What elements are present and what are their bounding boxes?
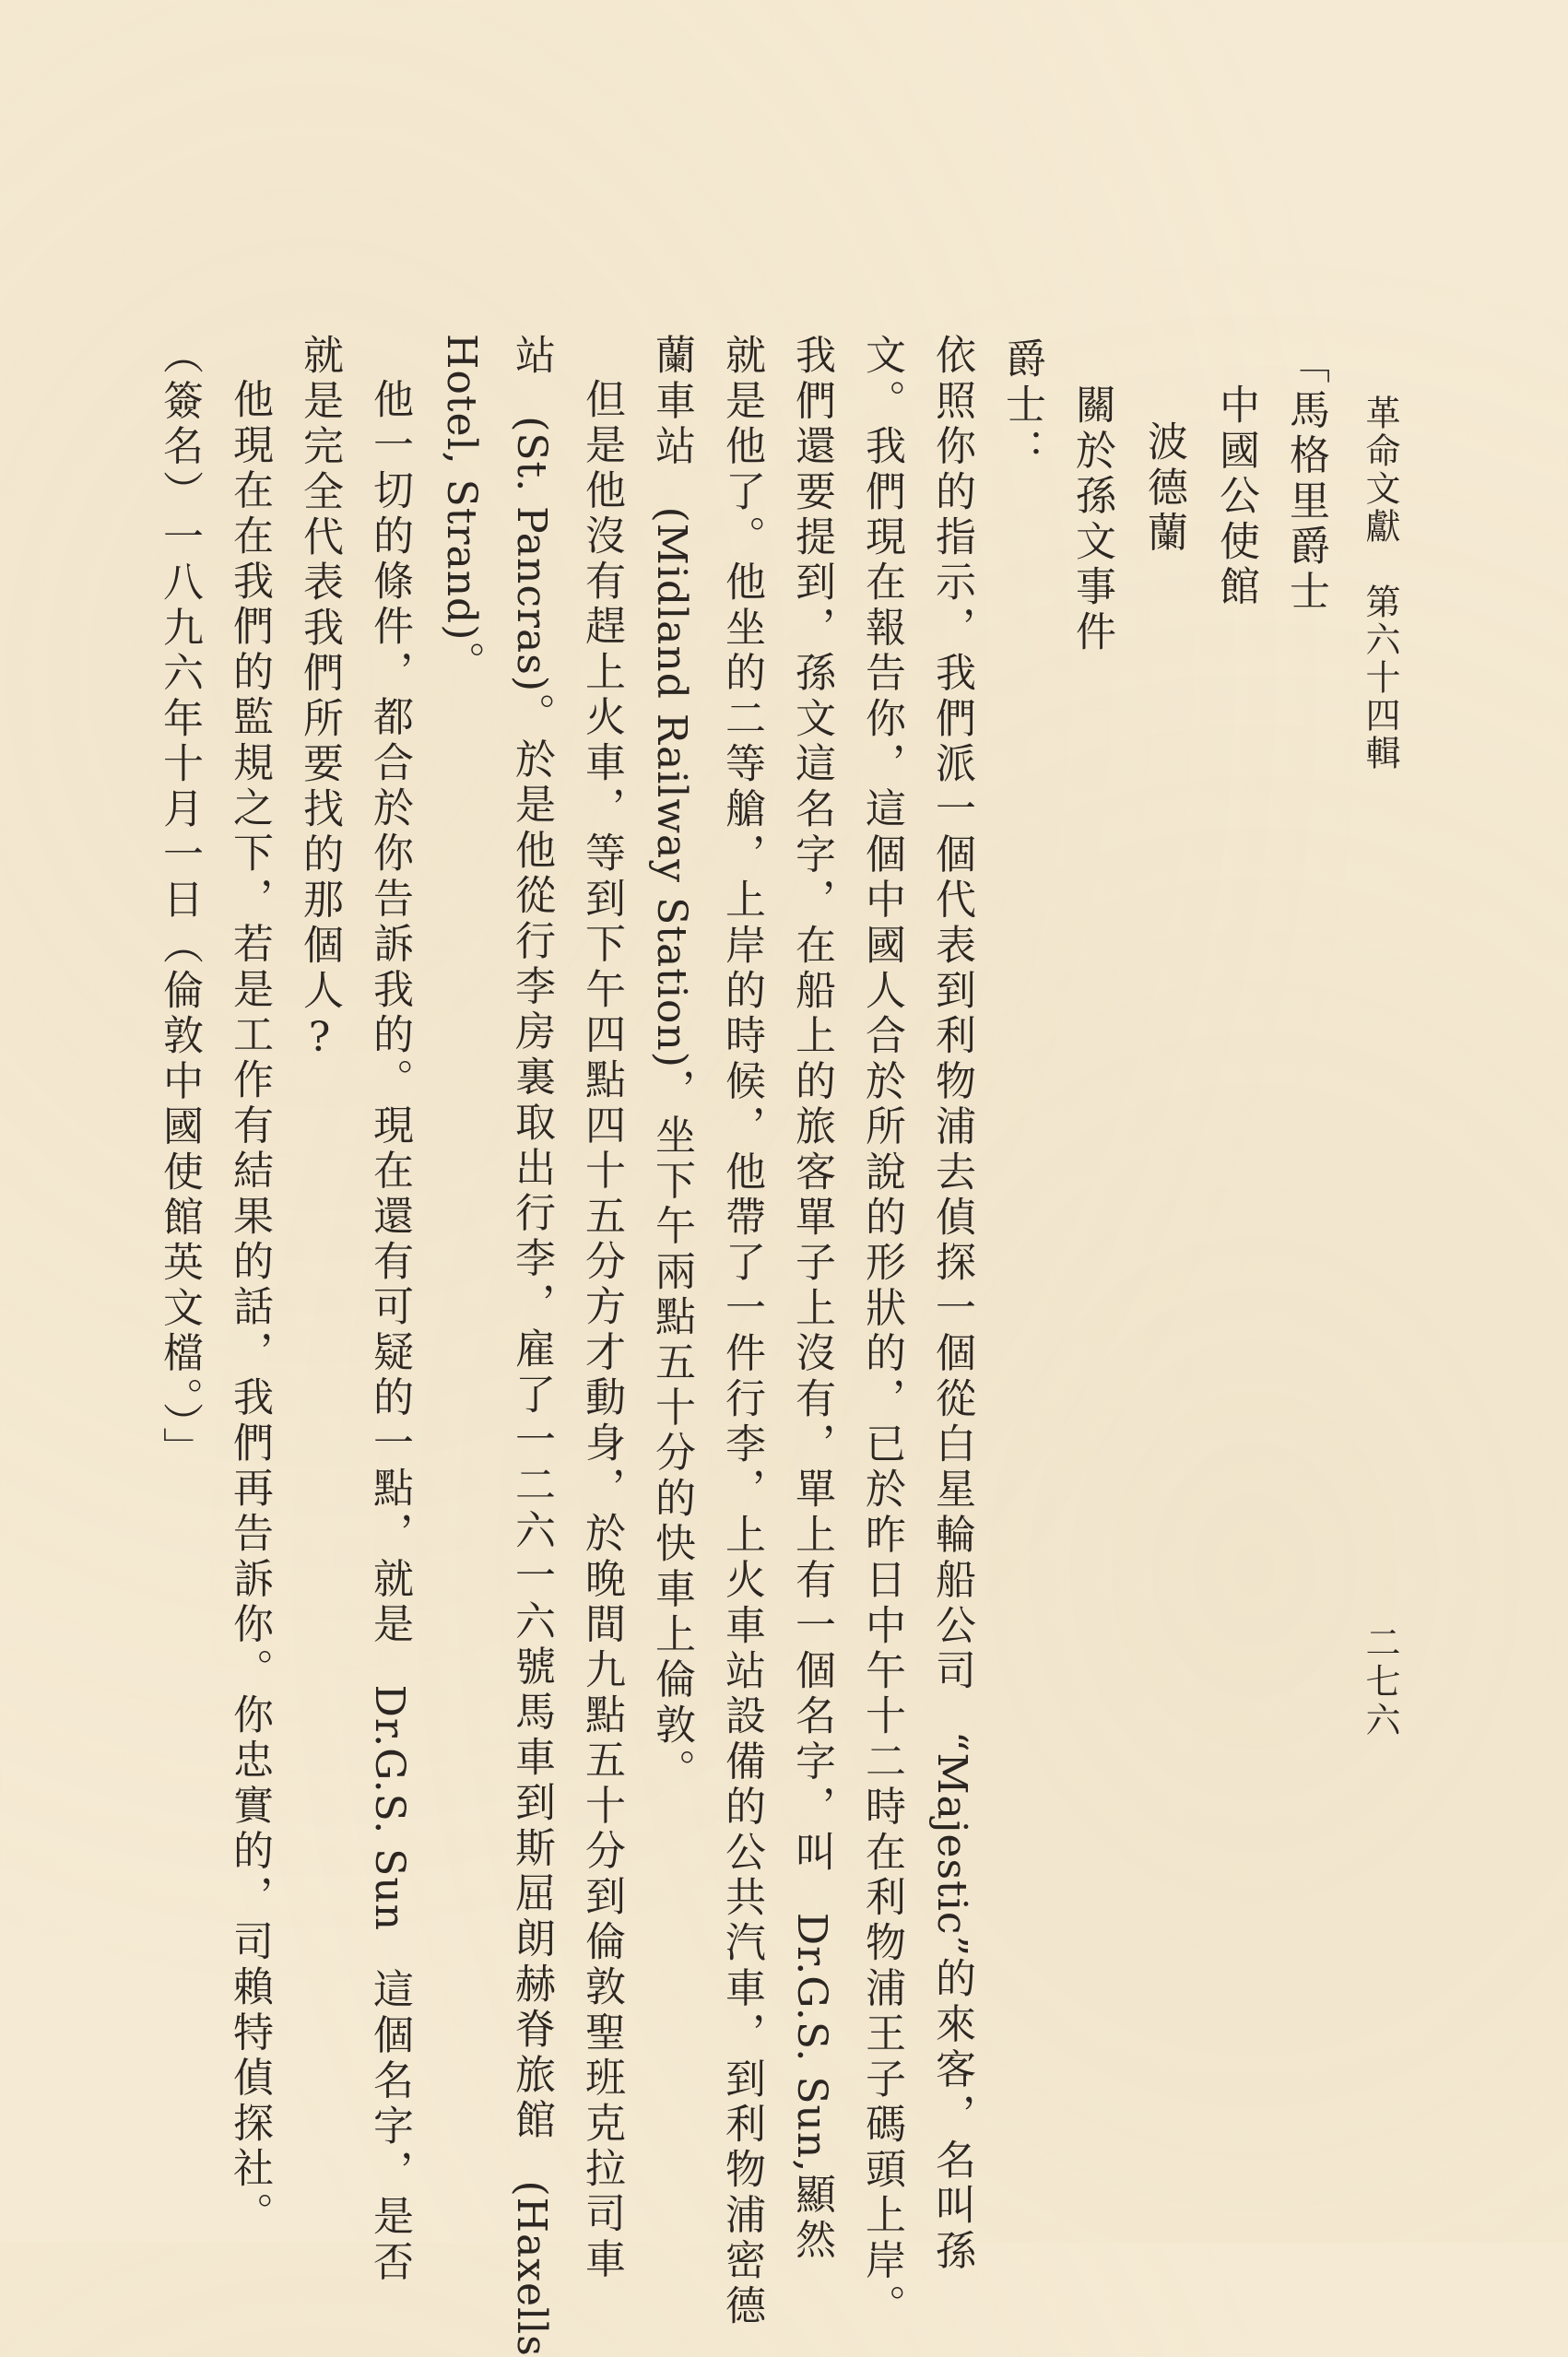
body-text: 他一切的條件，都合於你告訴我的。現在還有可疑的一點，就是 xyxy=(366,378,413,1648)
body-text: 。 xyxy=(438,641,485,687)
body-text: 站 xyxy=(508,334,555,380)
body-text: 蘭車站 xyxy=(648,334,695,470)
body-latin-text: Dr.G.S. Sun xyxy=(366,1684,413,1932)
body-latin-text: (Midland Railway Station) xyxy=(648,506,695,1068)
address-line-legation: 中國公使館 xyxy=(1212,383,1259,610)
body-text: ，坐下午兩點五十分的快車上倫敦。 xyxy=(648,1067,695,1795)
body-text: 這個名字，是否 xyxy=(366,1968,413,2286)
address-line-recipient: 「馬格里爵士 xyxy=(1282,343,1329,616)
body-column: 就是他了。他坐的二等艙，上岸的時候，他帶了一件行李，上火車站設備的公共汽車，到利物浦密德 xyxy=(718,334,765,2329)
body-latin-text: “Majestic” xyxy=(928,1731,975,1957)
body-column xyxy=(366,378,413,2286)
body-text: 依照你的指示，我們派一個代表到利物浦去偵探一個從白星輪船公司 xyxy=(928,334,975,1694)
body-latin-text: (St. Pancras) xyxy=(508,416,555,693)
running-title: 革命文獻 第六十四輯 xyxy=(1360,395,1400,772)
body-text: 。於是他從行李房裏取出行李，雇了一二六一六號馬車到斯屈朗赫脊旅館 xyxy=(508,692,555,2144)
address-line-place: 波德蘭 xyxy=(1140,420,1187,557)
body-column xyxy=(788,334,835,2264)
body-column xyxy=(508,334,555,2357)
body-column: 文。我們現在報告你，這個中國人合於所說的形狀的，已於昨日中午十二時在利物浦王子碼頭上岸。 xyxy=(858,334,905,2329)
body-column: 就是完全代表我們所要找的那個人? xyxy=(296,334,343,1067)
body-text: 顯然 xyxy=(788,2173,835,2264)
salutation: 爵士： xyxy=(998,337,1045,474)
body-text: 的來客，名叫孫 xyxy=(928,1956,975,2275)
body-latin-text: Hotel, Strand) xyxy=(438,334,485,642)
body-text: 我們還要提到，孫文這名字，在船上的旅客單子上沒有，單上有一個名字，叫 xyxy=(788,334,835,1876)
body-column: 但是他沒有趕上火車，等到下午四點四十五分方才動身，於晚間九點五十分到倫敦聖班克拉司車 xyxy=(578,378,625,2283)
page-number: 二七六 xyxy=(1360,1624,1400,1740)
body-column: 他現在在我們的監規之下，若是工作有結果的話，我們再告訴你。你忠實的，司賴特偵探社。 xyxy=(226,378,273,2238)
signature-date-line: （簽名）一八九六年十月一日（倫敦中國使館英文檔。）」 xyxy=(156,334,203,1473)
body-latin-text: (Haxells xyxy=(508,2180,555,2357)
body-column xyxy=(928,334,975,2275)
body-column xyxy=(438,334,485,687)
body-column xyxy=(648,334,695,1795)
address-line-subject: 關於孫文事件 xyxy=(1068,383,1115,656)
body-latin-text: Dr.G.S. Sun, xyxy=(788,1912,835,2174)
